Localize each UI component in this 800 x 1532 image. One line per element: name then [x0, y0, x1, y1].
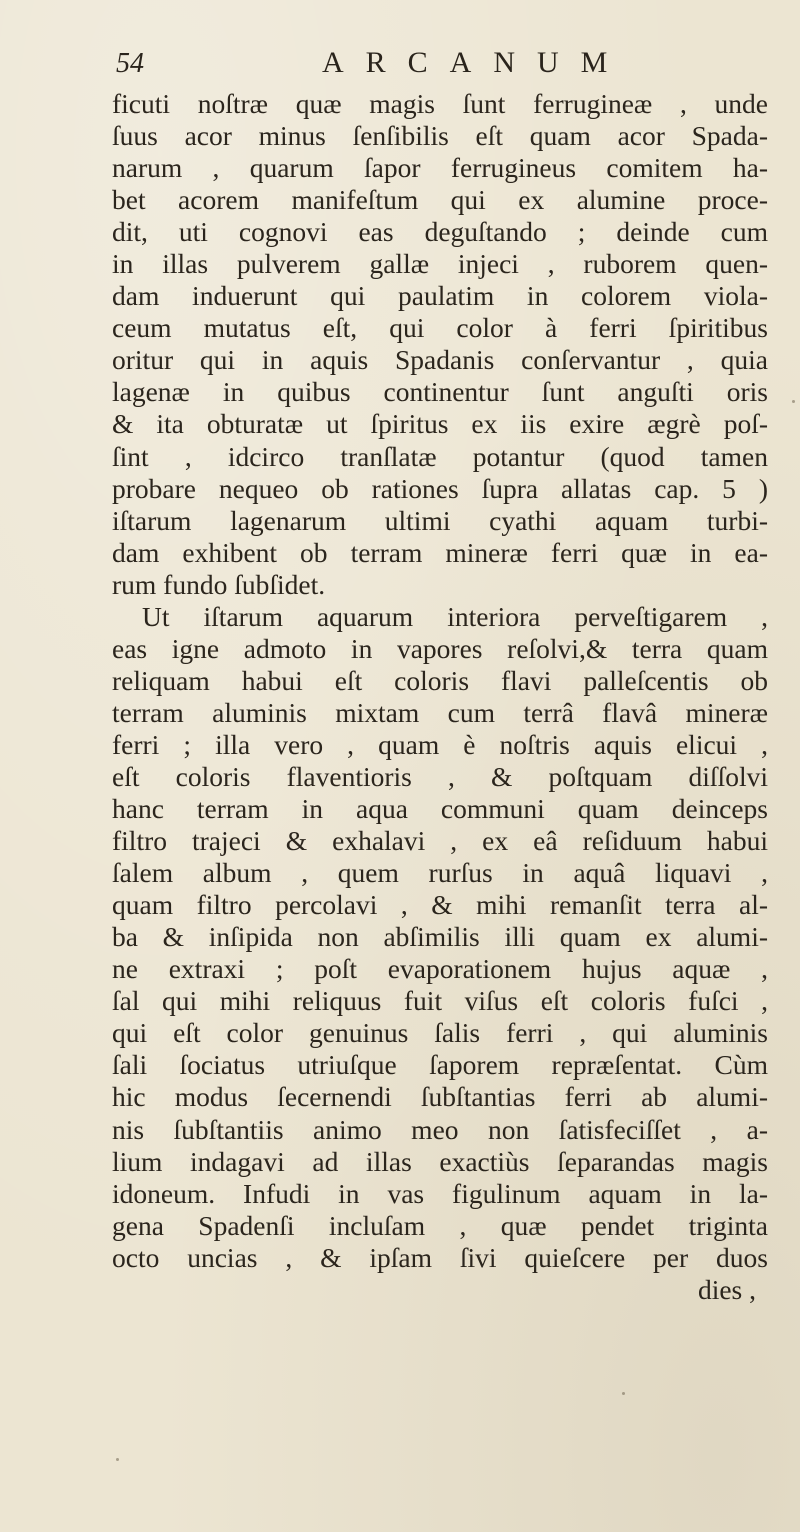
text-line: Ut iſtarum aquarum interiora perveſtigarem ,	[142, 600, 768, 632]
text-line: ficuti noſtræ quæ magis ſunt ferrugineæ , unde	[112, 88, 768, 119]
text-line: & ita obturatæ ut ſpiritus ex iis exire ægrè poſ-	[112, 408, 768, 440]
text-line: ſuus acor minus ſenſibilis eſt quam acor Spada-	[112, 120, 768, 152]
text-line: dam induerunt qui paulatim in colorem viola-	[112, 280, 768, 312]
body-text	[112, 88, 768, 1306]
text-line: ba & inſipida non abſimilis illi quam ex alumi-	[112, 921, 768, 953]
text-line: filtro trajeci & exhalavi , ex eâ reſiduum habui	[112, 825, 768, 857]
text-line: rum fundo ſubſidet.	[112, 568, 326, 600]
text-line: ſal qui mihi reliquus fuit viſus eſt coloris fuſci ,	[112, 985, 768, 1017]
text-line: nis ſubſtantiis animo meo non ſatisfeciſſet , a-	[112, 1113, 768, 1145]
text-line: dit, uti cognovi eas deguſtando ; deinde cum	[112, 216, 768, 248]
paper-speck	[792, 400, 795, 403]
text-line: iſtarum lagenarum ultimi cyathi aquam turbi-	[112, 504, 768, 536]
text-line: dam exhibent ob terram mineræ ferri quæ in ea-	[112, 536, 768, 568]
text-line: ſint , idcirco tranſlatæ potantur (quod tamen	[112, 440, 768, 472]
text-line: qui eſt color genuinus ſalis ferri , qui aluminis	[112, 1017, 768, 1049]
page-number: 54	[116, 48, 144, 79]
text-line: ceum mutatus eſt, qui color à ferri ſpiritibus	[112, 312, 768, 344]
text-line: oritur qui in aquis Spadanis conſervantur , quia	[112, 344, 768, 376]
paper-speck	[622, 1392, 625, 1395]
catchword: dies ,	[697, 1273, 756, 1305]
text-line: lagenæ in quibus continentur ſunt anguſti oris	[112, 376, 768, 408]
text-line: ferri ; illa vero , quam è noſtris aquis elicui ,	[112, 728, 768, 760]
running-head	[116, 46, 756, 86]
paper-speck	[116, 1458, 119, 1461]
text-line: hanc terram in aqua communi quam deinceps	[112, 793, 768, 825]
text-line: idoneum. Infudi in vas figulinum aquam in la-	[112, 1177, 768, 1209]
text-line: narum , quarum ſapor ferrugineus comitem ha-	[112, 152, 768, 184]
text-line: ne extraxi ; poſt evaporationem hujus aquæ ,	[112, 953, 768, 985]
text-line: probare nequeo ob rationes ſupra allatas cap. 5 )	[112, 472, 768, 504]
text-line: terram aluminis mixtam cum terrâ flavâ mineræ	[112, 696, 768, 728]
text-line: reliquam habui eſt coloris flavi palleſcentis ob	[112, 664, 768, 696]
text-line: eſt coloris flaventioris , & poſtquam diſſolvi	[112, 760, 768, 792]
text-line: eas igne admoto in vapores reſolvi,& terra quam	[112, 632, 768, 664]
text-line: ſalem album , quem rurſus in aquâ liquavi ,	[112, 857, 768, 889]
text-line: lium indagavi ad illas exactiùs ſeparandas magis	[112, 1145, 768, 1177]
text-line: quam filtro percolavi , & mihi remanſit terra al-	[112, 889, 768, 921]
running-title: ARCANUM	[322, 46, 630, 79]
text-line: ſali ſociatus utriuſque ſaporem repræſentat. Cùm	[112, 1049, 768, 1081]
text-line: hic modus ſecernendi ſubſtantias ferri ab alumi-	[112, 1081, 768, 1113]
text-line: bet acorem manifeſtum qui ex alumine proce-	[112, 184, 768, 216]
text-line: octo uncias , & ipſam ſivi quieſcere per duos	[112, 1241, 768, 1273]
text-line: gena Spadenſi incluſam , quæ pendet triginta	[112, 1209, 768, 1241]
text-line: in illas pulverem gallæ injeci , ruborem quen-	[112, 248, 768, 280]
